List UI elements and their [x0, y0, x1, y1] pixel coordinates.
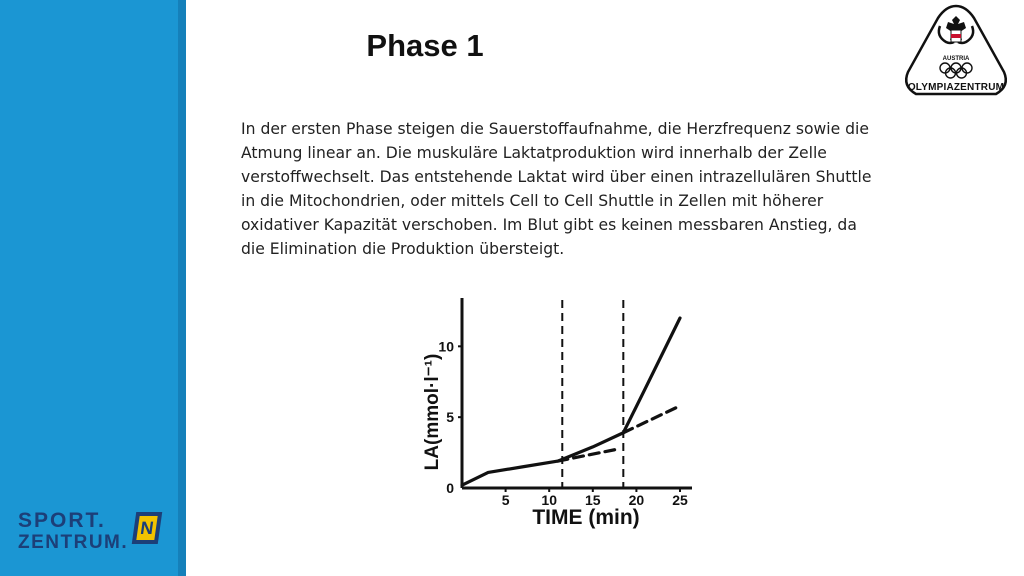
x-tick-label: 10	[541, 492, 557, 508]
y-tick-label: 5	[446, 409, 454, 426]
olympia-logo-text: OLYMPIAZENTRUM	[907, 82, 1005, 93]
sidebar	[0, 0, 178, 576]
series-line-3	[623, 406, 680, 433]
olympiazentrum-logo	[900, 2, 1012, 102]
y-tick-label: 10	[438, 338, 454, 355]
slide-title: Phase 1	[366, 28, 484, 63]
brand-line-1: SPORT.	[18, 509, 106, 532]
lactate-chart-svg	[410, 290, 710, 530]
x-axis-label: TIME (min)	[532, 506, 640, 529]
sidebar-edge	[178, 0, 186, 576]
x-tick-label: 5	[501, 492, 510, 508]
sport-zentrum-logo	[18, 508, 168, 556]
series-line-2	[558, 450, 615, 461]
brand-badge-letter: N	[136, 516, 157, 540]
brand-badge	[132, 512, 162, 544]
y-axis-label: LA(mmol·l⁻¹)	[422, 353, 443, 471]
y-tick-label: 0	[446, 480, 454, 496]
slide-body-text: In der ersten Phase steigen die Sauerstoffaufnahme, die Herzfrequenz sowie die Atmung linear an. Die muskuläre Laktatproduktion wird innerhalb der Zelle verstoffwechselt. Das entstehende Laktat wird über einen intrazellulären Shuttle in die Mitochondrien, oder mittels Cell to Cell Shuttle in Zellen mit höherer oxidativer Kapazität verschoben. Im Blut gibt es keinen messbaren Anstieg, da die Elimination die Produktion übersteigt.	[241, 120, 872, 258]
x-tick-label: 15	[585, 492, 601, 508]
lactate-chart	[410, 290, 710, 530]
series-line-1	[462, 318, 680, 485]
olympia-logo-sub: AUSTRIA	[942, 56, 970, 62]
x-tick-label: 25	[672, 492, 688, 508]
brand-line-2: ZENTRUM.	[18, 532, 129, 553]
x-tick-label: 20	[628, 492, 645, 508]
